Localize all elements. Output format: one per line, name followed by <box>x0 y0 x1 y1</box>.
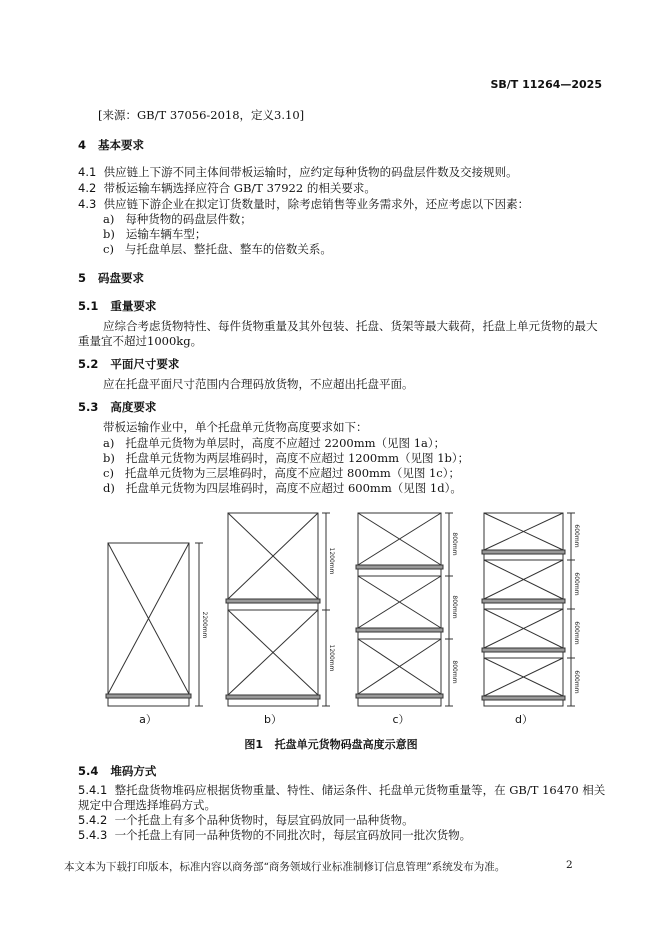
source-note: [来源：GB/T 37056-2018，定义3.10] <box>98 108 305 122</box>
clause-number: 5.4.2 <box>78 813 108 827</box>
clause-5-1-text-line1: 应综合考虑货物特性、每件货物重量及其外包装、托盘、货架等最大载荷，托盘上单元货物的最大 <box>103 319 598 333</box>
dimension-label: 600mm <box>573 670 580 694</box>
dimension-label: 600mm <box>573 524 580 548</box>
clause-5-4-1 <box>78 782 605 798</box>
doc-id-header: SB/T 11264—2025 <box>490 78 602 91</box>
list-mark: b) <box>103 227 115 241</box>
clause-5-2-text: 应在托盘平面尺寸范围内合理码放货物，不应超出托盘平面。 <box>103 377 414 391</box>
list-mark: a) <box>103 212 115 226</box>
panel-a-single-layer <box>106 543 203 706</box>
clause-text: 整托盘货物堆码应根据货物重量、特性、储运条件、托盘单元货物重量等，在 GB/T 16470 相关 <box>114 783 606 797</box>
list-mark: d) <box>103 481 115 495</box>
clause-number: 5.4.1 <box>78 783 108 797</box>
clause-number: 4.2 <box>78 181 97 195</box>
clause-number: 5.4 <box>78 764 99 778</box>
footer-note: 本文本为下载打印版本，标准内容以商务部“商务领域行业标准制修订信息管理”系统发布为准。 <box>64 861 506 873</box>
clause-title: 平面尺寸要求 <box>110 357 180 371</box>
clause-5-4-1-line2: 规定中合理选择堆码方式。 <box>78 798 216 812</box>
clause-number: 4.3 <box>78 197 97 211</box>
dimension-label: 800mm <box>451 532 458 556</box>
list-text: 托盘单元货物为四层堆码时，高度不应超过 600mm（见图 1d）。 <box>125 481 462 495</box>
clause-text: 一个托盘上有同一品种货物的不同批次时，每层宜码放同一批次货物。 <box>114 828 472 842</box>
list-mark: a) <box>103 436 115 450</box>
clause-title: 高度要求 <box>110 400 157 414</box>
section-5-title: 码盘要求 <box>98 271 145 285</box>
dimension-label: 800mm <box>451 595 458 619</box>
clause-number: 5.1 <box>78 299 99 313</box>
dimension-label: 1200mm <box>328 644 335 672</box>
clause-5-4-2 <box>78 812 414 828</box>
dimension-label: 600mm <box>573 621 580 645</box>
dimension-label: 600mm <box>573 572 580 596</box>
dimension-label: 1200mm <box>328 547 335 575</box>
figure-title: 托盘单元货物码盘高度示意图 <box>274 738 418 751</box>
clause-number: 4.1 <box>78 165 97 179</box>
clause-title: 重量要求 <box>110 299 157 313</box>
section-4-number: 4 <box>78 138 87 152</box>
panel-label-b: b） <box>264 713 282 726</box>
clause-number: 5.4.3 <box>78 828 108 842</box>
clause-text: 带板运输车辆选择应符合 GB/T 37922 的相关要求。 <box>103 181 376 195</box>
figure-caption <box>0 736 662 752</box>
clause-5-1-text-line2: 重量宜不超过1000kg。 <box>78 334 203 348</box>
clause-number: 5.3 <box>78 400 99 414</box>
section-4-title: 基本要求 <box>98 138 145 152</box>
dimension-label: 800mm <box>451 660 458 684</box>
panel-label-d: d） <box>515 713 533 726</box>
clause-5-4-heading <box>78 763 156 779</box>
clause-text: 供应链下游企业在拟定订货数量时，除考虑销售等业务需求外，还应考虑以下因素： <box>103 197 530 211</box>
clause-5-4-3 <box>78 827 471 843</box>
panel-label-c: c） <box>392 713 410 726</box>
list-text: 与托盘单层、整托盘、整车的倍数关系。 <box>124 242 332 256</box>
list-mark: b) <box>103 451 115 465</box>
clause-number: 5.2 <box>78 357 99 371</box>
list-text: 托盘单元货物为三层堆码时，高度不应超过 800mm（见图 1c）； <box>124 466 460 480</box>
list-text: 运输车辆车型； <box>125 227 207 241</box>
clause-text: 一个托盘上有多个品种货物时，每层宜码放同一品种货物。 <box>114 813 414 827</box>
page-number: 2 <box>566 859 573 871</box>
panel-b-two-layers <box>226 513 330 706</box>
clause-title: 堆码方式 <box>110 764 157 778</box>
dimension-label: 2200mm <box>201 611 208 639</box>
pallet-deck <box>106 694 191 698</box>
panel-d-four-layers <box>482 513 575 706</box>
panel-label-a: a） <box>139 713 157 726</box>
list-mark: c) <box>103 466 114 480</box>
pallet-base <box>108 698 189 706</box>
panel-c-three-layers <box>356 513 453 706</box>
clause-5-3-intro: 带板运输作业中，单个托盘单元货物高度要求如下： <box>103 420 368 434</box>
list-text: 每种货物的码盘层件数； <box>125 212 252 226</box>
list-text: 托盘单元货物为两层堆码时，高度不应超过 1200mm（见图 1b）； <box>125 451 470 465</box>
figure-number: 图1 <box>244 738 264 751</box>
list-text: 托盘单元货物为单层时，高度不应超过 2200mm（见图 1a）； <box>125 436 446 450</box>
clause-text: 供应链上下游不同主体间带板运输时，应约定每种货物的码盘层件数及交接规则。 <box>103 165 518 179</box>
list-mark: c) <box>103 242 114 256</box>
section-5-number: 5 <box>78 271 87 285</box>
